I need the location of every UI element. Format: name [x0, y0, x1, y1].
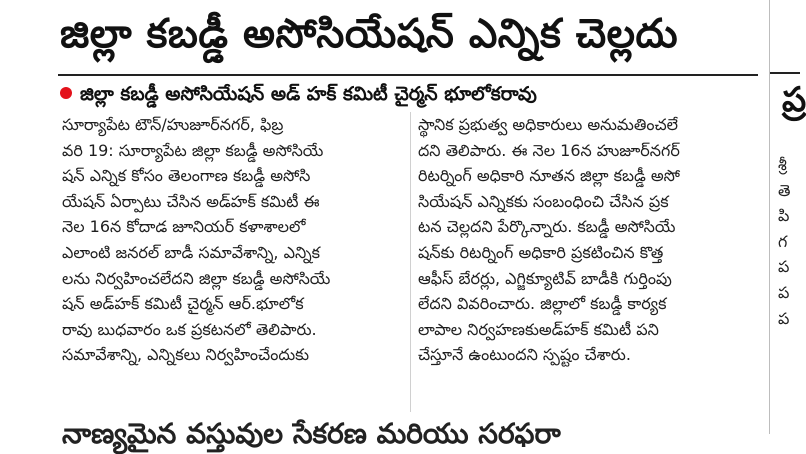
- headline-rule: [58, 74, 758, 76]
- body-line: షన్ ఎన్నిక కోసం తెలంగాణ కబడ్డీ అసోసి: [62, 166, 311, 186]
- body-line: లాపాల నిర్వహణకుఅడ్‌హక్ కమిటీ పని: [418, 319, 659, 339]
- body-line: సూర్యాపేట టౌన్/హుజూర్‌నగర్, ఫిబ్ర: [62, 115, 284, 134]
- body-line: సమావేశాన్ని, ఎన్నికలు నిర్వహించేందుకు: [62, 345, 310, 365]
- red-bullet-icon: [60, 87, 72, 99]
- article-body-left-column: [62, 112, 408, 368]
- side-body-line: తె: [778, 180, 791, 200]
- side-body-line: పి: [778, 206, 790, 226]
- body-line: షన్‌కు రిటర్నింగ్ అధికారి ప్రకటించిన కొత్త: [418, 242, 664, 262]
- side-body-line: ప: [778, 282, 790, 302]
- body-line: స్థానిక ప్రభుత్వ అధికారులు అనుమతించలే: [418, 115, 678, 134]
- side-article-headline: ప్ర: [782, 80, 806, 120]
- article-body-right-column: [418, 112, 753, 368]
- article-subheadline: [60, 80, 760, 108]
- body-line: రావు బుధవారం ఒక ప్రకటనలో తెలిపారు.: [62, 319, 317, 339]
- body-line: షన్ అడ్‌హక్ కమిటీ చైర్మన్ ఆర్.భూలోక: [62, 294, 304, 314]
- article-headline: జిల్లా కబడ్డీ అసోసియేషన్ ఎన్నిక చెల్లదు: [60, 11, 679, 57]
- side-body-line: గ: [778, 231, 788, 251]
- body-line: లను నిర్వహించలేదని జిల్లా కబడ్డీ అసోసియే: [62, 268, 331, 288]
- body-line: రిటర్నింగ్ అధికారి నూతన జిల్లా కబడ్డీ అసో: [418, 166, 680, 186]
- column-divider: [410, 112, 411, 412]
- side-column-divider: [769, 0, 770, 434]
- body-line: సియేషన్ ఎన్నికకు సంబంధించి చేసిన ప్రక: [418, 191, 669, 211]
- body-line: ఆఫీస్ బేరర్లు, ఎగ్జిక్యూటివ్ బాడీకి గుర్తింపు: [418, 268, 672, 288]
- body-line: టన చెల్లదని పేర్కొన్నారు. కబడ్డీ అసోసియే: [418, 217, 676, 237]
- side-headline-rule: [770, 72, 800, 74]
- next-article-headline: నాణ్యమైన వస్తువుల సేకరణ మరియు సరఫరా: [62, 417, 561, 450]
- subheadline-text: జిల్లా కబడ్డీ అసోసియేషన్ అడ్ హక్ కమిటీ చైర్మన్ భూలోకరావు: [80, 83, 537, 105]
- body-line: ఎలాంటి జనరల్ బాడీ సమావేశాన్ని, ఎన్నిక: [62, 242, 320, 262]
- body-line: యేషన్ ఏర్పాటు చేసిన అడ్‌హక్ కమిటీ ఈ: [62, 191, 320, 211]
- side-body-line: శ్రీ: [778, 155, 787, 174]
- body-line: లేదని వివరించారు. జిల్లాలో కబడ్డీ కార్యక: [418, 294, 667, 314]
- side-body-line: ప: [778, 257, 790, 277]
- side-body-line: ప: [778, 308, 790, 328]
- body-line: వరి 19: సూర్యాపేట జిల్లా కబడ్డీ అసోసియే: [62, 140, 324, 160]
- body-line: దని తెలిపారు. ఈ నెల 16న హుజూర్‌నగర్: [418, 140, 680, 160]
- body-line: చేస్తూనే ఉంటుందని స్పష్టం చేశారు.: [418, 345, 631, 365]
- body-line: నెల 16న కోదాడ జూనియర్ కళాశాలలో: [62, 217, 306, 237]
- side-article-body: [778, 152, 800, 331]
